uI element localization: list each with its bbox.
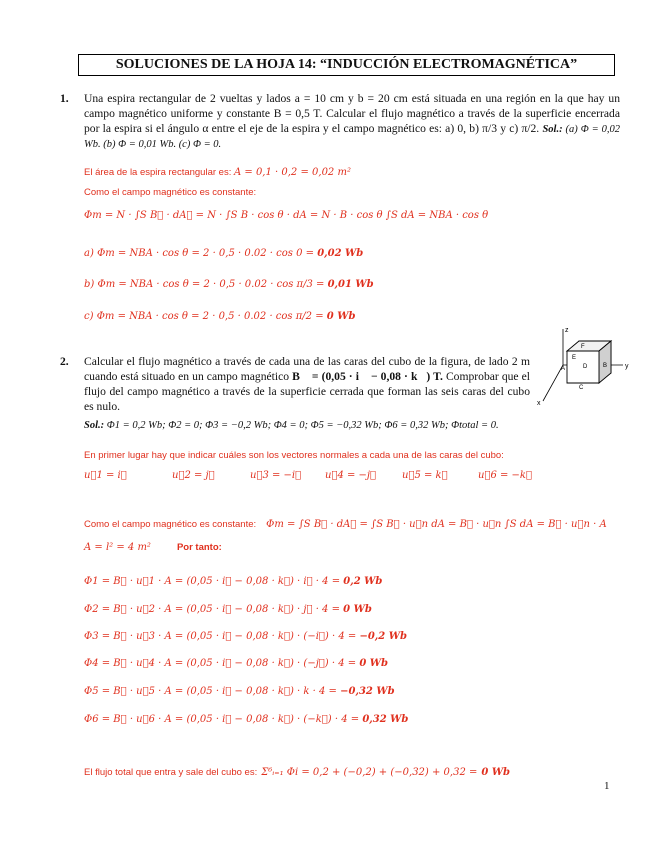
question-text-continued: Comprobar que el flujo del campo magnético a través de la superficie cerrada que forman las seis caras del cubo es nulo. [84,370,530,413]
solution-label: Sol.: [542,123,563,135]
case-b-line [84,279,374,290]
case-equation: Φm = NBA · cos θ = 2 · 0,5 · 0.02 · cos 0 = [97,248,315,259]
normal-vector: u⃗4 = −j⃗ [325,470,377,481]
field-expression: B⃗ = (0,05 · i⃗ − 0,08 · k⃗) T. [292,370,443,383]
flux-equation: Φ3 = B⃗ · u⃗3 · A = (0,05 · i⃗ − 0,08 · k⃗) · (−i⃗) · 4 = [84,631,357,642]
page-title: SOLUCIONES DE LA HOJA 14: “INDUCCIÓN ELECTROMAGNÉTICA” [78,54,615,76]
question-1 [60,92,620,153]
portanto-label: Por tanto: [176,542,222,553]
area-line [84,167,351,178]
flux-result: 0 Wb [343,604,372,615]
area-equation: A = 0,1 · 0,2 = 0,02 m² [233,167,351,178]
face-label: D [583,364,588,370]
area-equation: A = l² = 4 m² [84,542,151,553]
flux-general-equation: Φm = N · ∫S B⃗ · dA⃗ = N · ∫S B · cos θ · dA = N · B · cos θ ∫S dA = NBA · cos θ [84,210,489,221]
flux-equation: Φ1 = B⃗ · u⃗1 · A = (0,05 · i⃗ − 0,08 · k⃗) · i⃗ · 4 = [84,576,341,587]
total-flux-label: El flujo total que entra y sale del cubo es: [84,767,258,778]
case-equation: Φm = NBA · cos θ = 2 · 0,5 · 0.02 · cos π/3 = [97,279,325,290]
normal-vector: u⃗3 = −i⃗ [250,470,302,481]
question-text: Una espira rectangular de 2 vueltas y lados a = 10 cm y b = 20 cm está situada en una región en la que hay un campo magnético uniforme y constante B = 0,5 T. Calcular el flujo magnético a través de la superficie encerrada por la espira si el ángulo α entre el eje de la espira y el campo magnético es: a) 0, b) π/3 y c) π/2. [84,92,620,135]
area-label: El área de la espira rectangular es: [84,167,232,178]
constant-field-text: Como el campo magnético es constante: [84,519,257,530]
case-label: c) [84,311,94,322]
flux-equation: Φ4 = B⃗ · u⃗4 · A = (0,05 · i⃗ − 0,08 · k⃗) · (−j⃗) · 4 = [84,658,357,669]
case-c-line [84,311,355,322]
x-axis [543,365,566,401]
flux-result: 0,2 Wb [343,576,383,587]
case-label: a) [84,248,94,259]
flux-result: −0,2 Wb [359,631,407,642]
case-result: 0 Wb [326,311,356,322]
question-2 [60,354,530,414]
normals-intro: En primer lugar hay que indicar cuáles son los vectores normales a cada una de las caras del cubo: [84,450,504,461]
flux-equation: Φ5 = B⃗ · u⃗5 · A = (0,05 · i⃗ − 0,08 · k⃗) · k · 4 = [84,686,337,697]
flux-row-4 [84,658,388,669]
area-line [84,537,222,555]
face-label: A [561,366,566,372]
constant-field-line [84,514,607,532]
question-number: 2. [60,355,69,368]
solution-text: Φ1 = 0,2 Wb; Φ2 = 0; Φ3 = −0,2 Wb; Φ4 = 0; Φ5 = −0,32 Wb; Φ6 = 0,32 Wb; Φtotal = 0. [106,420,499,431]
constant-field-text: Como el campo magnético es constante: [84,187,257,198]
normal-vector: u⃗6 = −k⃗ [478,470,532,481]
question-number: 1. [60,92,69,105]
flux-row-5 [84,686,395,697]
flux-row-3 [84,631,407,642]
solution-summary [84,420,499,431]
flux-row-2 [84,604,372,615]
question-text: Calcular el flujo magnético a través de cada una de las caras del cubo de la figura, de lado 2 m cuando está situado en un campo magnético [84,355,530,383]
flux-equation: Φ6 = B⃗ · u⃗6 · A = (0,05 · i⃗ − 0,08 · k⃗) · (−k⃗) · 4 = [84,714,360,725]
solution-text: (a) Φ = 0,02 Wb. (b) Φ = 0,01 Wb. (c) Φ = 0. [84,123,621,151]
normal-vector: u⃗1 = i⃗ [84,470,127,481]
flux-row-6 [84,714,408,725]
case-label: b) [84,279,95,290]
case-a-line [84,248,363,259]
solution-label: Sol.: [84,420,105,431]
normal-vector: u⃗5 = k⃗ [402,470,448,481]
case-result: 0,01 Wb [327,279,374,290]
face-label: C [579,385,584,391]
axis-label: y [625,363,629,370]
flux-result: −0,32 Wb [340,686,395,697]
flux-result: 0,32 Wb [362,714,409,725]
flux-general-equation: Φm = ∫S B⃗ · dA⃗ = ∫S B⃗ · u⃗n dA = B⃗ · u⃗n ∫S dA = B⃗ · u⃗n · A [266,519,607,530]
face-label: F [581,344,585,350]
page-number: 1 [604,780,610,792]
axis-label: x [537,400,541,407]
flux-row-1 [84,576,382,587]
cube-figure [535,325,635,410]
flux-result: 0 Wb [359,658,389,669]
face-label: B [603,363,608,369]
face-label: E [572,355,577,361]
axis-label: z [565,327,569,334]
case-equation: Φm = NBA · cos θ = 2 · 0,5 · 0.02 · cos π/2 = [96,311,324,322]
normal-vector: u⃗2 = j⃗ [172,470,215,481]
case-result: 0,02 Wb [317,248,364,259]
total-flux-equation: Σ⁶ᵢ₌₁ Φi = 0,2 + (−0,2) + (−0,32) + 0,32 = [261,767,478,778]
total-flux-result: 0 Wb [481,767,511,778]
total-flux-line [84,762,510,780]
flux-equation: Φ2 = B⃗ · u⃗2 · A = (0,05 · i⃗ − 0,08 · k⃗) · j⃗ · 4 = [84,604,340,615]
